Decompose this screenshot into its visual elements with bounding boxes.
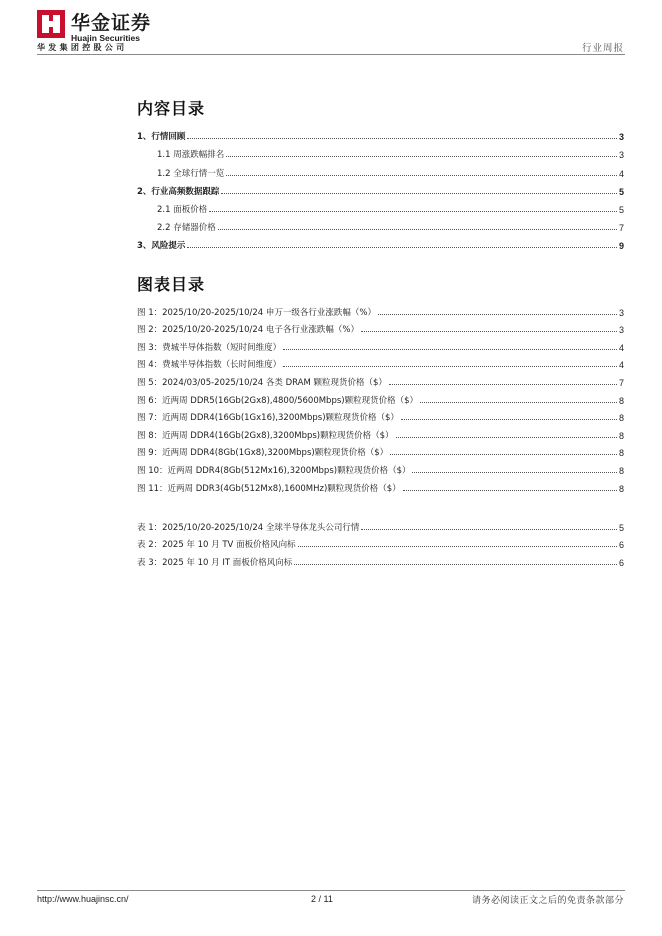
figure-entry[interactable]: [137, 423, 624, 441]
dot-leader: [187, 138, 617, 139]
figure-entry-label: 图 9：近两周 DDR4(8Gb(1Gx8),3200Mbps)颗粒现货价格（$）: [137, 448, 389, 459]
figure-entry-page-number: 7: [618, 377, 624, 388]
logo-text-cn: 华金证券: [71, 12, 152, 34]
toc-entry[interactable]: [137, 179, 624, 197]
toc-entry-label: 2.1 面板价格: [157, 204, 208, 215]
table-entry[interactable]: [137, 515, 624, 533]
footer-divider: [37, 890, 625, 891]
figure-entry-page-number: 3: [618, 307, 624, 318]
dot-leader: [221, 193, 617, 194]
table-entry-label: 表 2：2025 年 10 月 TV 面板价格风向标: [137, 540, 296, 551]
figure-entry-label: 图 8：近两周 DDR4(16Gb(2Gx8),3200Mbps)颗粒现货价格（$）: [137, 430, 394, 441]
dot-leader: [378, 314, 617, 315]
table-entry-label: 表 3：2025 年 10 月 IT 面板价格风向标: [137, 557, 293, 568]
figure-entry-page-number: 8: [618, 483, 624, 494]
dot-leader: [298, 546, 617, 547]
dot-leader: [218, 229, 617, 230]
figure-entry-label: 图 10：近两周 DDR4(8Gb(512Mx16),3200Mbps)颗粒现货价格（$）: [137, 465, 411, 476]
dot-leader: [283, 349, 617, 350]
figure-entry-page-number: 4: [618, 360, 624, 371]
toc-entry-page-number: 9: [618, 241, 624, 252]
contents-title: 内容目录: [137, 99, 206, 118]
toc-entry[interactable]: [137, 215, 624, 233]
figure-entry-label: 图 2：2025/10/20-2025/10/24 电子各行业涨跌幅（%）: [137, 325, 359, 336]
dot-leader: [401, 419, 617, 420]
toc-entry-label: 1.1 周涨跌幅排名: [157, 150, 225, 161]
huajin-logo-icon: [37, 10, 65, 38]
figure-entry-page-number: 8: [618, 448, 624, 459]
toc-entry-page-number: 3: [618, 150, 624, 161]
figure-entry-label: 图 1：2025/10/20-2025/10/24 申万一级各行业涨跌幅（%）: [137, 307, 376, 318]
toc-entry-page-number: 4: [618, 168, 624, 179]
table-entry-page-number: 5: [618, 522, 624, 533]
dot-leader: [361, 331, 617, 332]
figure-entry-page-number: 8: [618, 465, 624, 476]
table-entry[interactable]: [137, 533, 624, 551]
toc-entry-label: 1、行情回顾: [137, 132, 186, 143]
figures-title: 图表目录: [137, 275, 206, 294]
tables-list: [137, 515, 624, 568]
figure-entry[interactable]: [137, 476, 624, 494]
table-entry-page-number: 6: [618, 540, 624, 551]
dot-leader: [420, 402, 617, 403]
dot-leader: [187, 247, 617, 248]
logo-text-en: Huajin Securities: [71, 33, 140, 43]
figure-entry[interactable]: [137, 353, 624, 371]
dot-leader: [396, 437, 617, 438]
dot-leader: [294, 564, 617, 565]
toc-entry[interactable]: [137, 142, 624, 160]
figure-entry-label: 图 6：近两周 DDR5(16Gb(2Gx8),4800/5600Mbps)颗粒现货价格（$）: [137, 395, 419, 406]
toc-entry-label: 2.2 存储器价格: [157, 223, 216, 234]
figure-entry[interactable]: [137, 388, 624, 406]
toc-entry[interactable]: [137, 160, 624, 178]
toc-entry-page-number: 5: [618, 186, 624, 197]
figure-entry-page-number: 8: [618, 430, 624, 441]
figure-entry-page-number: 4: [618, 342, 624, 353]
contents-list: [137, 124, 624, 251]
toc-entry-label: 2、行业高频数据跟踪: [137, 186, 220, 197]
figure-entry-label: 图 7：近两周 DDR4(16Gb(1Gx16),3200Mbps)颗粒现货价格（$）: [137, 413, 399, 424]
dot-leader: [361, 529, 617, 530]
footer-url-link[interactable]: http://www.huajinsc.cn/: [37, 894, 129, 904]
figure-entry-label: 图 4：费城半导体指数（长时间维度）: [137, 360, 282, 371]
figure-entry[interactable]: [137, 300, 624, 318]
toc-entry-page-number: 7: [618, 223, 624, 234]
toc-entry-label: 1.2 全球行情一览: [157, 168, 225, 179]
toc-entry-page-number: 5: [618, 204, 624, 215]
dot-leader: [403, 490, 617, 491]
figure-entry-label: 图 11：近两周 DDR3(4Gb(512Mx8),1600MHz)颗粒现货价格（$）: [137, 483, 401, 494]
dot-leader: [283, 366, 617, 367]
figure-entry-page-number: 8: [618, 395, 624, 406]
dot-leader: [209, 211, 617, 212]
figure-entry[interactable]: [137, 318, 624, 336]
dot-leader: [412, 472, 617, 473]
toc-entry[interactable]: [137, 233, 624, 251]
toc-entry-label: 3、风险提示: [137, 241, 186, 252]
figures-list: [137, 300, 624, 494]
footer-disclaimer: 请务必阅读正文之后的免责条款部分: [471, 896, 624, 906]
figure-entry[interactable]: [137, 335, 624, 353]
table-entry-label: 表 1：2025/10/20-2025/10/24 全球半导体龙头公司行情: [137, 522, 360, 533]
toc-entry[interactable]: [137, 124, 624, 142]
figure-entry-page-number: 8: [618, 413, 624, 424]
header-divider: [37, 54, 625, 55]
report-type: 行业周报: [581, 43, 624, 54]
dot-leader: [226, 175, 617, 176]
figure-entry-page-number: 3: [618, 325, 624, 336]
figure-entry-label: 图 5：2024/03/05-2025/10/24 各类 DRAM 颗粒现货价格（$）: [137, 377, 387, 388]
toc-entry[interactable]: [137, 197, 624, 215]
figure-entry[interactable]: [137, 406, 624, 424]
dot-leader: [390, 454, 617, 455]
page-indicator: 2 / 11: [311, 894, 333, 904]
figure-entry[interactable]: [137, 370, 624, 388]
table-entry-page-number: 6: [618, 557, 624, 568]
dot-leader: [226, 156, 617, 157]
toc-entry-page-number: 3: [618, 132, 624, 143]
dot-leader: [389, 384, 617, 385]
figure-entry[interactable]: [137, 458, 624, 476]
figure-entry-label: 图 3：费城半导体指数（短时间维度）: [137, 342, 282, 353]
table-entry[interactable]: [137, 550, 624, 568]
company-tagline: 华发集团控股公司: [37, 43, 128, 52]
figure-entry[interactable]: [137, 441, 624, 459]
